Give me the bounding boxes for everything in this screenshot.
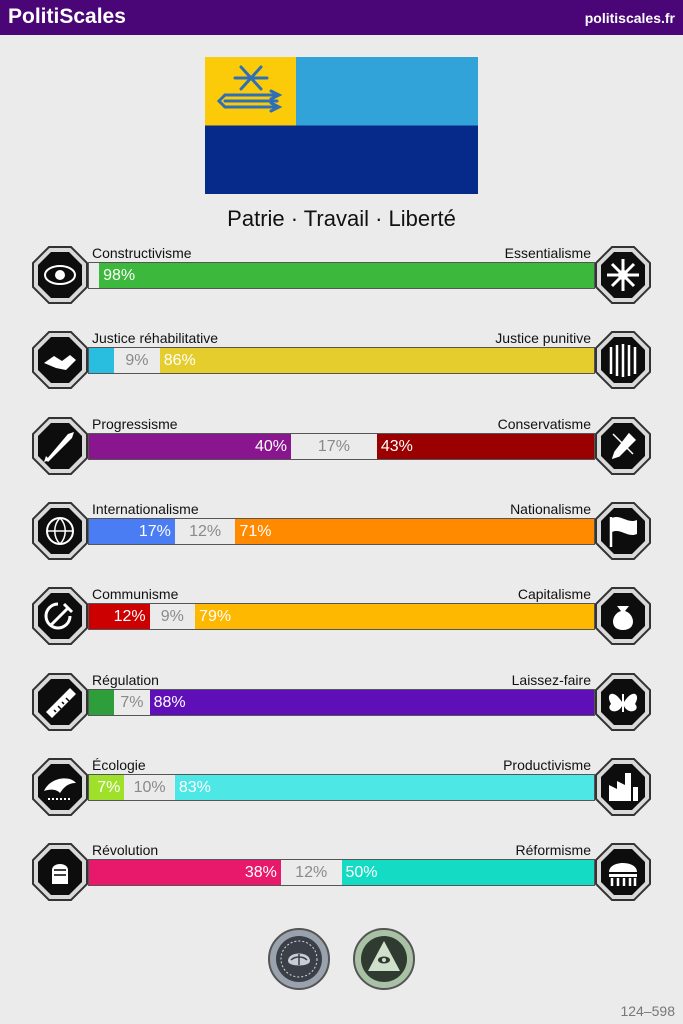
center-segment — [114, 348, 159, 373]
center-percent: 17% — [317, 437, 350, 455]
axis-bar — [88, 518, 595, 545]
right-segment — [150, 690, 594, 715]
axis-bar — [88, 689, 595, 716]
handshake-icon — [30, 330, 90, 390]
right-segment — [235, 519, 594, 544]
axis-bar — [88, 262, 595, 289]
axis-bar — [88, 347, 595, 374]
axis-row — [0, 416, 683, 486]
left-segment — [89, 519, 175, 544]
center-percent: 12% — [189, 522, 222, 540]
motto: Patrie · Travail · Liberté — [227, 206, 456, 231]
axis-left-label: Constructivisme — [92, 245, 192, 261]
right-percent: 79% — [199, 608, 232, 626]
center-segment — [89, 263, 99, 288]
quill-icon — [593, 416, 653, 476]
flower-icon — [593, 245, 653, 305]
axis-right-label: Productivisme — [503, 756, 591, 773]
eagle-icon — [30, 757, 90, 817]
center-percent: 9% — [160, 608, 184, 626]
left-segment — [89, 434, 291, 459]
site-link[interactable]: politiscales.fr — [584, 10, 675, 26]
axis-left-label: Justice réhabilitative — [92, 330, 219, 347]
flag-image — [205, 57, 478, 194]
axis-row — [0, 245, 683, 315]
hammer-sickle-icon — [30, 586, 90, 646]
right-segment — [195, 604, 594, 629]
center-percent: 10% — [133, 778, 166, 796]
axis-left-label: Révolution — [92, 842, 159, 859]
left-percent: 38% — [244, 864, 277, 882]
right-segment — [99, 263, 594, 288]
axis-left-label: Progressisme — [92, 415, 178, 432]
axis-bar — [88, 859, 595, 886]
butterfly-icon — [593, 672, 653, 732]
axis-row — [0, 586, 683, 656]
right-segment — [160, 348, 594, 373]
brand-title[interactable]: PolitiScales — [8, 5, 126, 28]
rocket-icon — [30, 416, 90, 476]
right-percent: 98% — [103, 267, 136, 284]
center-segment — [114, 690, 149, 715]
axis-row — [0, 842, 683, 912]
right-percent: 83% — [178, 778, 211, 796]
left-segment — [89, 860, 281, 885]
axis-row — [0, 757, 683, 827]
brain-badge-icon[interactable] — [267, 927, 331, 991]
center-percent: 12% — [295, 864, 328, 882]
axis-right-label: Réformisme — [515, 842, 591, 859]
axis-row — [0, 501, 683, 571]
factory-icon — [593, 757, 653, 817]
right-percent: 88% — [153, 693, 186, 711]
center-segment — [281, 860, 342, 885]
right-segment — [175, 775, 594, 800]
axis-bar — [88, 603, 595, 630]
eye-icon — [30, 245, 90, 305]
illuminati-badge-icon[interactable] — [352, 927, 416, 991]
axis-bar — [88, 774, 595, 801]
right-percent: 50% — [345, 864, 378, 882]
center-segment — [291, 434, 377, 459]
left-percent: 7% — [97, 778, 121, 796]
top-bar — [0, 0, 683, 35]
center-percent: 7% — [120, 693, 144, 711]
left-segment — [89, 348, 114, 373]
left-segment — [89, 690, 114, 715]
right-segment — [377, 434, 594, 459]
axis-bar — [88, 433, 595, 460]
axis-left-label: Internationalisme — [92, 500, 199, 517]
axis-right-label: Essentialisme — [504, 245, 591, 261]
axis-left-label: Communisme — [92, 586, 179, 603]
left-percent: 12% — [113, 608, 146, 626]
left-percent: 17% — [138, 522, 171, 540]
right-percent: 86% — [163, 352, 196, 370]
left-percent: 40% — [254, 437, 287, 455]
left-segment — [89, 775, 124, 800]
ruler-icon — [30, 672, 90, 732]
left-segment — [89, 604, 150, 629]
footer-code: 124–598 — [620, 1003, 675, 1019]
right-percent: 43% — [380, 437, 413, 455]
right-percent: 71% — [239, 522, 272, 540]
center-segment — [175, 519, 236, 544]
axis-row — [0, 672, 683, 742]
prison-bars-icon — [593, 330, 653, 390]
axis-right-label: Conservatisme — [497, 415, 591, 432]
money-bag-icon — [593, 586, 653, 646]
right-segment — [342, 860, 595, 885]
axis-right-label: Capitalisme — [517, 586, 591, 603]
globe-icon — [30, 501, 90, 561]
flag-icon — [593, 501, 653, 561]
axis-left-label: Écologie — [92, 756, 146, 773]
axis-right-label: Justice punitive — [495, 330, 591, 347]
center-segment — [150, 604, 195, 629]
axis-right-label: Laissez-faire — [511, 671, 591, 688]
fist-icon — [30, 842, 90, 902]
axis-left-label: Régulation — [92, 671, 159, 688]
center-percent: 9% — [125, 352, 149, 370]
axis-row — [0, 330, 683, 400]
center-segment — [124, 775, 175, 800]
axis-right-label: Nationalisme — [510, 500, 591, 517]
parliament-icon — [593, 842, 653, 902]
